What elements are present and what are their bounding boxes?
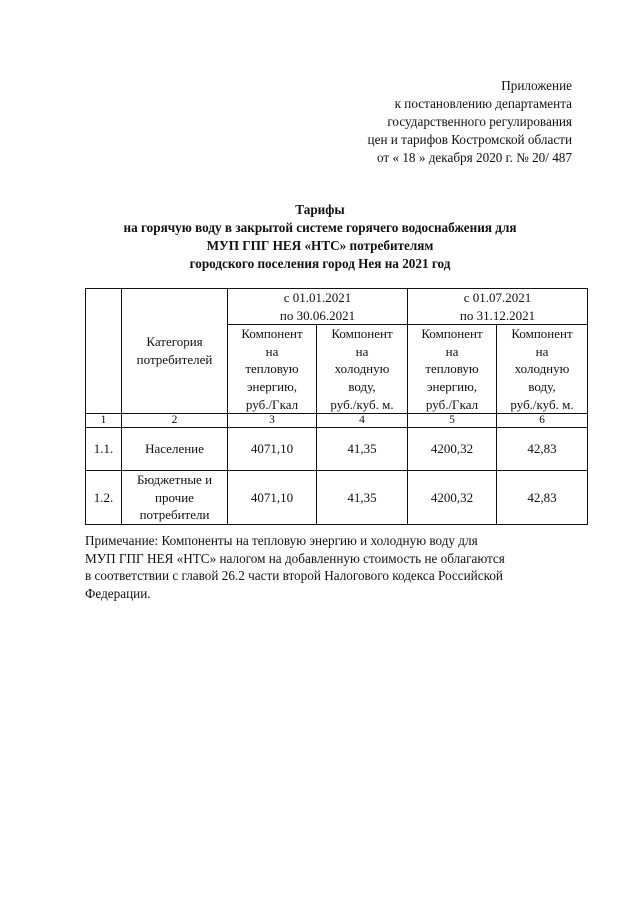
heat-header-line: энергию, — [246, 378, 298, 394]
heat-header-line: руб./Гкал — [425, 396, 479, 412]
cold-tariff-period-2: 42,83 — [497, 428, 588, 471]
heat-tariff-period-1: 4071,10 — [228, 471, 317, 525]
header-cold-component-2 — [497, 325, 588, 414]
appendix-line: государственного регулирования — [387, 114, 572, 129]
column-number: 1 — [86, 414, 122, 428]
category-line: Население — [145, 441, 204, 457]
appendix-line: цен и тарифов Костромской области — [367, 132, 572, 147]
header-category-cell — [122, 289, 228, 414]
title-line: МУП ГПГ НЕЯ «НТС» потребителям — [206, 238, 434, 253]
column-number: 4 — [317, 414, 408, 428]
column-number: 5 — [408, 414, 497, 428]
heat-tariff-period-2: 4200,32 — [408, 428, 497, 471]
title-line: Тарифы — [295, 202, 345, 217]
note-line: Примечание: Компоненты на тепловую энергию и холодную воду для — [85, 533, 478, 548]
header-period-2 — [408, 289, 588, 325]
cold-header-line: воду, — [348, 378, 376, 394]
heat-header-line: руб./Гкал — [245, 396, 299, 412]
heat-header-line: Компонент — [421, 326, 483, 342]
table-row — [86, 428, 588, 471]
appendix-date-line: от « 18 » декабря 2020 г. № 20/ 487 — [376, 150, 572, 165]
period-2-end: по 31.12.2021 — [459, 307, 536, 323]
row-category — [122, 428, 228, 471]
table-header-row — [86, 289, 588, 325]
column-number: 2 — [122, 414, 228, 428]
title-line: на горячую воду в закрытой системе горячего водоснабжения для — [123, 220, 517, 235]
header-cold-component-1 — [317, 325, 408, 414]
document-title — [60, 201, 580, 273]
period-2-start: с 01.07.2021 — [463, 290, 532, 305]
category-header-label: Категория потребителей — [136, 334, 213, 368]
note-line: в соответствии с главой 26.2 части второй Налогового кодекса Российской — [85, 568, 503, 584]
tariff-table — [85, 288, 588, 525]
note-paragraph — [85, 532, 587, 602]
appendix-line: Приложение — [501, 78, 572, 93]
header-period-1 — [228, 289, 408, 325]
column-number: 6 — [497, 414, 588, 428]
period-1-end: по 30.06.2021 — [279, 307, 356, 323]
heat-header-line: на — [265, 343, 279, 359]
cold-header-line: на — [355, 343, 369, 359]
row-category — [122, 471, 228, 525]
heat-header-line: тепловую — [245, 361, 299, 377]
table-row — [86, 471, 588, 525]
heat-header-line: на — [445, 343, 459, 359]
cold-header-line: руб./куб. м. — [330, 396, 394, 412]
cold-header-line: на — [535, 343, 549, 359]
header-heat-component-2 — [408, 325, 497, 414]
appendix-line: к постановлению департамента — [394, 96, 572, 111]
note-line: Федерации. — [85, 585, 151, 601]
heat-tariff-period-1: 4071,10 — [228, 428, 317, 471]
heat-header-line: энергию, — [426, 378, 478, 394]
category-line: прочие — [155, 489, 194, 505]
cold-header-line: руб./куб. м. — [510, 396, 574, 412]
cold-header-line: холодную — [514, 361, 570, 377]
category-line: потребители — [139, 507, 210, 523]
cold-header-line: холодную — [334, 361, 390, 377]
cold-header-line: воду, — [528, 378, 556, 394]
column-number-row — [86, 414, 588, 428]
cold-header-line: Компонент — [331, 326, 393, 342]
period-1-start: с 01.01.2021 — [283, 290, 352, 305]
title-line: городского поселения город Нея на 2021 год — [189, 256, 451, 271]
appendix-header — [368, 77, 572, 167]
header-number-cell — [86, 289, 122, 414]
cold-tariff-period-1: 41,35 — [317, 471, 408, 525]
category-line: Бюджетные и — [136, 472, 213, 488]
heat-header-line: тепловую — [425, 361, 479, 377]
heat-tariff-period-2: 4200,32 — [408, 471, 497, 525]
heat-header-line: Компонент — [241, 326, 303, 342]
column-number: 3 — [228, 414, 317, 428]
header-heat-component-1 — [228, 325, 317, 414]
cold-header-line: Компонент — [511, 326, 573, 342]
note-line: МУП ГПГ НЕЯ «НТС» налогом на добавленную стоимость не облагаются — [85, 550, 505, 566]
cold-tariff-period-1: 41,35 — [317, 428, 408, 471]
row-number: 1.2. — [86, 471, 122, 525]
cold-tariff-period-2: 42,83 — [497, 471, 588, 525]
row-number: 1.1. — [86, 428, 122, 471]
